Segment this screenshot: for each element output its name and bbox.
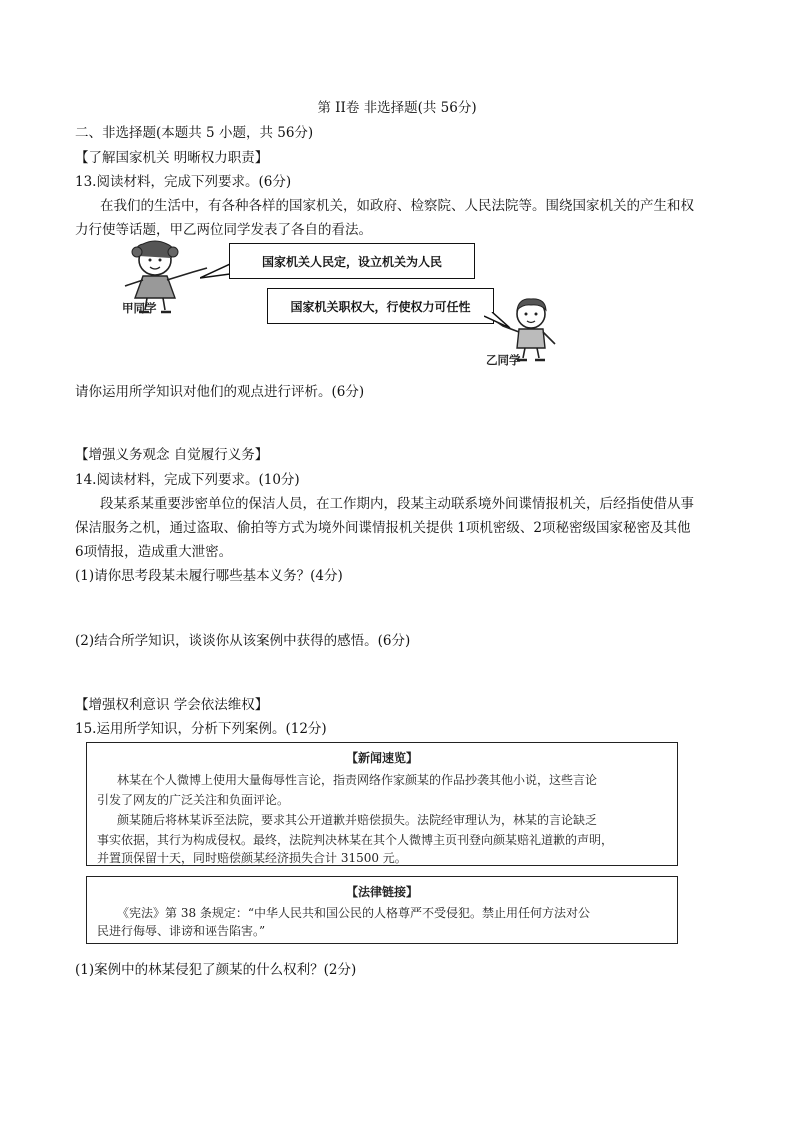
q14-stem: 14.阅读材料，完成下列要求。(10分): [75, 472, 300, 488]
q13-paragraph-line-1: 在我们的生活中，有各种各样的国家机关，如政府、检察院、人民法院等。围绕国家机关的产生和权: [100, 198, 694, 214]
q14-paragraph-line-2: 保洁服务之机，通过盗取、偷拍等方式为境外间谍情报机关提供 1项机密级、2项秘密级国家秘密及其他: [75, 520, 691, 536]
q14-subquestion-1: (1)请你思考段某未履行哪些基本义务？(4分): [75, 568, 343, 584]
student-a-label: 甲同学: [122, 301, 157, 315]
q15-subquestion-1: (1)案例中的林某侵犯了颜某的什么权利？(2分): [75, 962, 357, 978]
q13-question: 请你运用所学知识对他们的观点进行评析。(6分): [75, 384, 365, 400]
speech-bubble-a: 国家机关人民定，设立机关为人民: [229, 243, 475, 279]
news-box-title: 【新闻速览】: [345, 751, 418, 765]
law-line-2: 民进行侮辱、诽谤和诬告陷害。”: [97, 924, 266, 938]
section-title: 第 II卷 非选择题(共 56分): [317, 100, 477, 116]
speech-bubble-b: 国家机关职权大，行使权力可任性: [267, 288, 494, 324]
q13-paragraph-line-2: 力行使等话题，甲乙两位同学发表了各自的看法。: [75, 222, 372, 238]
news-line-2: 引发了网友的广泛关注和负面评论。: [97, 793, 290, 807]
q13-stem: 13.阅读材料，完成下列要求。(6分): [75, 174, 292, 190]
q13-topic: 【了解国家机关 明晰权力职责】: [75, 150, 269, 166]
speech-pointer-a: [200, 262, 230, 282]
q15-stem: 15.运用所学知识，分析下列案例。(12分): [75, 721, 327, 737]
news-line-1: 林某在个人微博上使用大量侮辱性言论，指责网络作家颜某的作品抄袭其他小说，这些言论: [117, 773, 598, 787]
news-line-5: 并置顶保留十天，同时赔偿颜某经济损失合计 31500 元。: [97, 851, 407, 865]
q15-topic: 【增强权利意识 学会依法维权】: [75, 697, 269, 713]
q14-topic: 【增强义务观念 自觉履行义务】: [75, 447, 269, 463]
q14-subquestion-2: (2)结合所学知识，谈谈你从该案例中获得的感悟。(6分): [75, 633, 411, 649]
part-heading: 二、非选择题(本题共 5 小题，共 56分): [75, 125, 314, 141]
law-box: [86, 876, 678, 944]
law-box-title: 【法律链接】: [345, 885, 418, 899]
student-b-label: 乙同学: [486, 353, 521, 367]
news-line-3: 颜某随后将林某诉至法院，要求其公开道歉并赔偿损失。法院经审理认为，林某的言论缺乏: [117, 813, 598, 827]
news-box: [86, 742, 678, 866]
q14-paragraph-line-3: 6项情报，造成重大泄密。: [75, 544, 233, 560]
q14-paragraph-line-1: 段某系某重要涉密单位的保洁人员，在工作期内，段某主动联系境外间谍情报机关，后经指使借从事: [100, 496, 694, 512]
news-line-4: 事实依据，其行为构成侵权。最终，法院判决林某在其个人微博主页刊登向颜某赔礼道歉的声明，: [97, 833, 614, 847]
law-line-1: 《宪法》第 38 条规定：“中华人民共和国公民的人格尊严不受侵犯。禁止用任何方法对公: [117, 906, 591, 920]
